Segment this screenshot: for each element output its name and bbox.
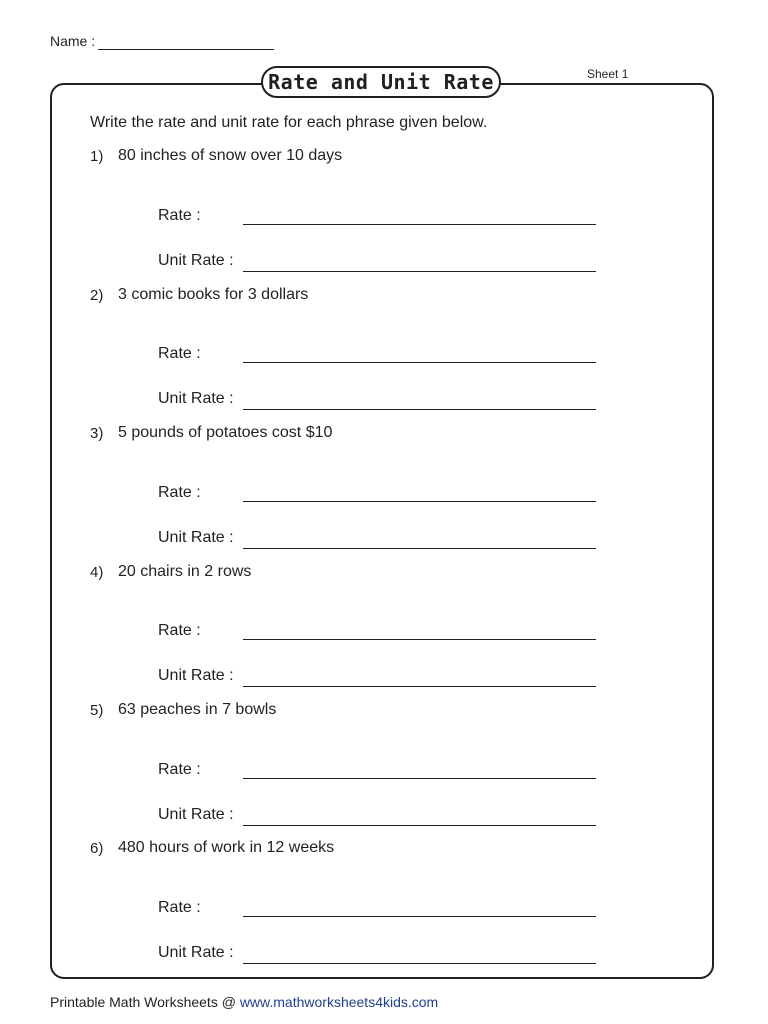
rate-answer-line[interactable]	[243, 224, 596, 225]
unit-rate-answer-line[interactable]	[243, 271, 596, 272]
name-label: Name :	[50, 33, 96, 49]
question-number: 5)	[90, 702, 104, 719]
rate-label: Rate :	[158, 207, 201, 224]
footer-prefix: Printable Math Worksheets @	[50, 994, 240, 1010]
question-text: 63 peaches in 7 bowls	[118, 701, 277, 718]
unit-rate-answer-line[interactable]	[243, 686, 596, 687]
question-number: 6)	[90, 840, 104, 857]
sheet-label: Sheet 1	[587, 67, 629, 81]
name-field-line[interactable]	[98, 49, 274, 50]
question-text: 480 hours of work in 12 weeks	[118, 839, 335, 856]
unit-rate-label: Unit Rate :	[158, 529, 234, 546]
question-number: 3)	[90, 425, 104, 442]
rate-label: Rate :	[158, 761, 201, 778]
rate-answer-line[interactable]	[243, 362, 596, 363]
unit-rate-answer-line[interactable]	[243, 548, 596, 549]
rate-label: Rate :	[158, 484, 201, 501]
instructions: Write the rate and unit rate for each phrase given below.	[90, 114, 488, 131]
unit-rate-answer-line[interactable]	[243, 963, 596, 964]
worksheet-title: Rate and Unit Rate	[261, 66, 501, 98]
rate-label: Rate :	[158, 622, 201, 639]
footer-link[interactable]: www.mathworksheets4kids.com	[239, 994, 439, 1010]
unit-rate-answer-line[interactable]	[243, 409, 596, 410]
question-text: 5 pounds of potatoes cost $10	[118, 424, 333, 441]
question-text: 3 comic books for 3 dollars	[118, 286, 309, 303]
unit-rate-answer-line[interactable]	[243, 825, 596, 826]
rate-answer-line[interactable]	[243, 639, 596, 640]
question-number: 4)	[90, 564, 104, 581]
rate-answer-line[interactable]	[243, 778, 596, 779]
rate-label: Rate :	[158, 345, 201, 362]
rate-answer-line[interactable]	[243, 501, 596, 502]
question-text: 20 chairs in 2 rows	[118, 563, 252, 580]
question-number: 2)	[90, 287, 104, 304]
rate-answer-line[interactable]	[243, 916, 596, 917]
question-text: 80 inches of snow over 10 days	[118, 147, 343, 164]
unit-rate-label: Unit Rate :	[158, 390, 234, 407]
footer	[50, 994, 438, 1010]
unit-rate-label: Unit Rate :	[158, 806, 234, 823]
unit-rate-label: Unit Rate :	[158, 667, 234, 684]
rate-label: Rate :	[158, 899, 201, 916]
question-number: 1)	[90, 148, 104, 165]
unit-rate-label: Unit Rate :	[158, 252, 234, 269]
unit-rate-label: Unit Rate :	[158, 944, 234, 961]
